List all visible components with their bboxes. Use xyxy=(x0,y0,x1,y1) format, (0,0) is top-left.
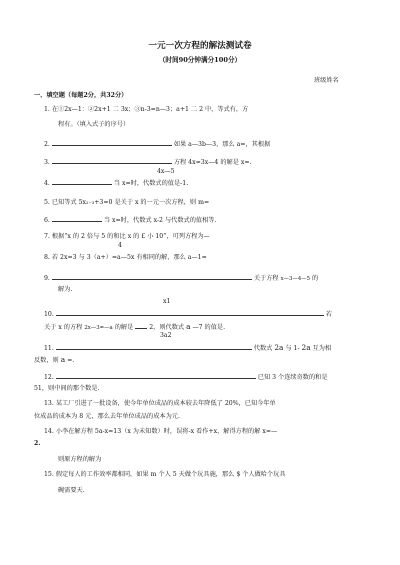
question-12-line2: 51，则中间的那个数是. xyxy=(34,385,100,392)
equation-expression: 2x—3=—a xyxy=(84,325,113,331)
question-9-line2: 解为. xyxy=(58,286,73,293)
question-3 xyxy=(44,157,251,167)
question-10-line2 xyxy=(44,322,225,332)
document-subtitle: （时间90分钟满分100分） xyxy=(158,56,242,64)
question-4-fraction: 4x—5 xyxy=(157,168,175,175)
question-text: 小李在解方程 5a-x=13（x 为未知数）时，误将-x 看作+x，解得方程的解 x=— xyxy=(55,428,278,435)
question-9 xyxy=(44,273,318,283)
question-number: 15. xyxy=(44,471,54,478)
question-10-denominator: 3a2 xyxy=(160,332,172,339)
question-14-line3: 则原方程的解为 xyxy=(58,456,102,463)
question-number: 2. xyxy=(44,141,50,148)
question-number: 4. xyxy=(44,180,50,187)
variable-a: a xyxy=(186,322,191,331)
question-text-tail: 若 xyxy=(325,311,332,318)
answer-blank xyxy=(52,178,112,185)
answer-blank xyxy=(52,157,172,164)
question-number: 10. xyxy=(44,311,54,318)
answer-blank xyxy=(56,309,324,316)
question-number: 3. xyxy=(44,159,50,166)
question-14-line1 xyxy=(44,428,277,436)
question-text: 的解是 xyxy=(114,324,134,331)
question-text: 与 1- xyxy=(285,345,300,352)
question-2 xyxy=(44,139,270,149)
question-text: 已知 3 个连续奇数的和是 xyxy=(257,374,328,381)
question-text: 2，则代数式 xyxy=(149,324,185,331)
question-number: 9. xyxy=(44,275,50,282)
question-number: 12. xyxy=(44,374,54,381)
question-number: 13. xyxy=(44,400,54,407)
question-11-line2 xyxy=(34,356,74,365)
question-13-line2: 位成品的成本为 8 元，那么去年单位成品的成本为元. xyxy=(34,413,180,420)
class-name-field: 班级姓名 xyxy=(314,77,339,84)
question-text: 关于方程 xyxy=(253,275,279,282)
question-text: —7 的值是. xyxy=(192,324,226,331)
question-8: 8. 若 2x=3 与 3（a+）=a—5x 有相同的解，那么 a—1= xyxy=(44,254,207,261)
question-15-line2: 碗需要天. xyxy=(58,487,85,494)
question-text: 假定每人的工作效率都相同，如果 m 个人 5 天做个玩具施，那么 $ 个人做哈个玩具 xyxy=(55,471,286,478)
question-14-line2: 2. xyxy=(34,440,41,447)
question-text: 如果 a—3b—3，那么 a=，其根据 xyxy=(173,141,271,148)
variable-a: a xyxy=(60,355,66,364)
variable-2a: 2a xyxy=(301,343,311,352)
answer-blank xyxy=(56,372,256,379)
question-4 xyxy=(44,178,188,188)
question-7-subscript: 4 xyxy=(118,242,122,249)
question-1-line2: 程有。（填入式子的序号） xyxy=(58,121,130,128)
equation-expression: x—3—4—5 xyxy=(280,276,311,282)
answer-blank xyxy=(56,343,252,350)
question-text: 某工厂引进了一批设备，使今年单位成品的成本较去年降低了 20%，已知今年单 xyxy=(55,400,276,407)
question-7: 7. 根据“x 的 2 倍与 5 的和比 x 的 £ 小 10”，可列方程为— xyxy=(44,233,210,240)
question-6 xyxy=(44,215,216,225)
document-title: 一元一次方程的解法测试卷 xyxy=(148,41,252,51)
question-text: 关于 x 的方程 xyxy=(44,324,83,331)
question-10 xyxy=(44,309,332,319)
question-15-line1 xyxy=(44,471,286,479)
question-text: 当 x=时，代数式 x-2 与代数式的值相等. xyxy=(103,217,217,224)
section-heading: 一、填空题（每题2分，共32分） xyxy=(34,92,128,99)
question-10-numerator: x1 xyxy=(163,298,171,305)
answer-blank xyxy=(52,139,172,146)
question-1-line1: 1. 在①2x—1：②2x+1 二 3x；③n-3=n—3；a+1 二 2 中，等式有，方 xyxy=(44,106,249,113)
question-13-line1 xyxy=(44,400,276,408)
question-number: 14. xyxy=(44,428,54,435)
question-text: =. xyxy=(67,357,75,364)
question-text: 互为相 xyxy=(312,345,332,352)
question-text: 代数式 xyxy=(253,345,273,352)
answer-blank xyxy=(52,273,252,280)
question-5: 5. 已知等式 5x₂₋₃+3=0 是关于 x 的一元一次方程，则 m= xyxy=(44,199,210,206)
question-12 xyxy=(44,372,328,382)
answer-blank xyxy=(52,215,102,222)
answer-blank xyxy=(135,322,147,329)
question-number: 11. xyxy=(44,345,54,352)
question-text-tail: 的 xyxy=(312,275,319,282)
question-number: 6. xyxy=(44,217,50,224)
question-11 xyxy=(44,343,331,353)
question-text: 反数，则 xyxy=(34,357,59,364)
variable-2a: 2a xyxy=(274,343,284,352)
question-text: 当 x=时，代数式的值是-1. xyxy=(113,180,189,187)
question-text: 方程 4x=3x—4 的解是 x=. xyxy=(173,159,252,166)
